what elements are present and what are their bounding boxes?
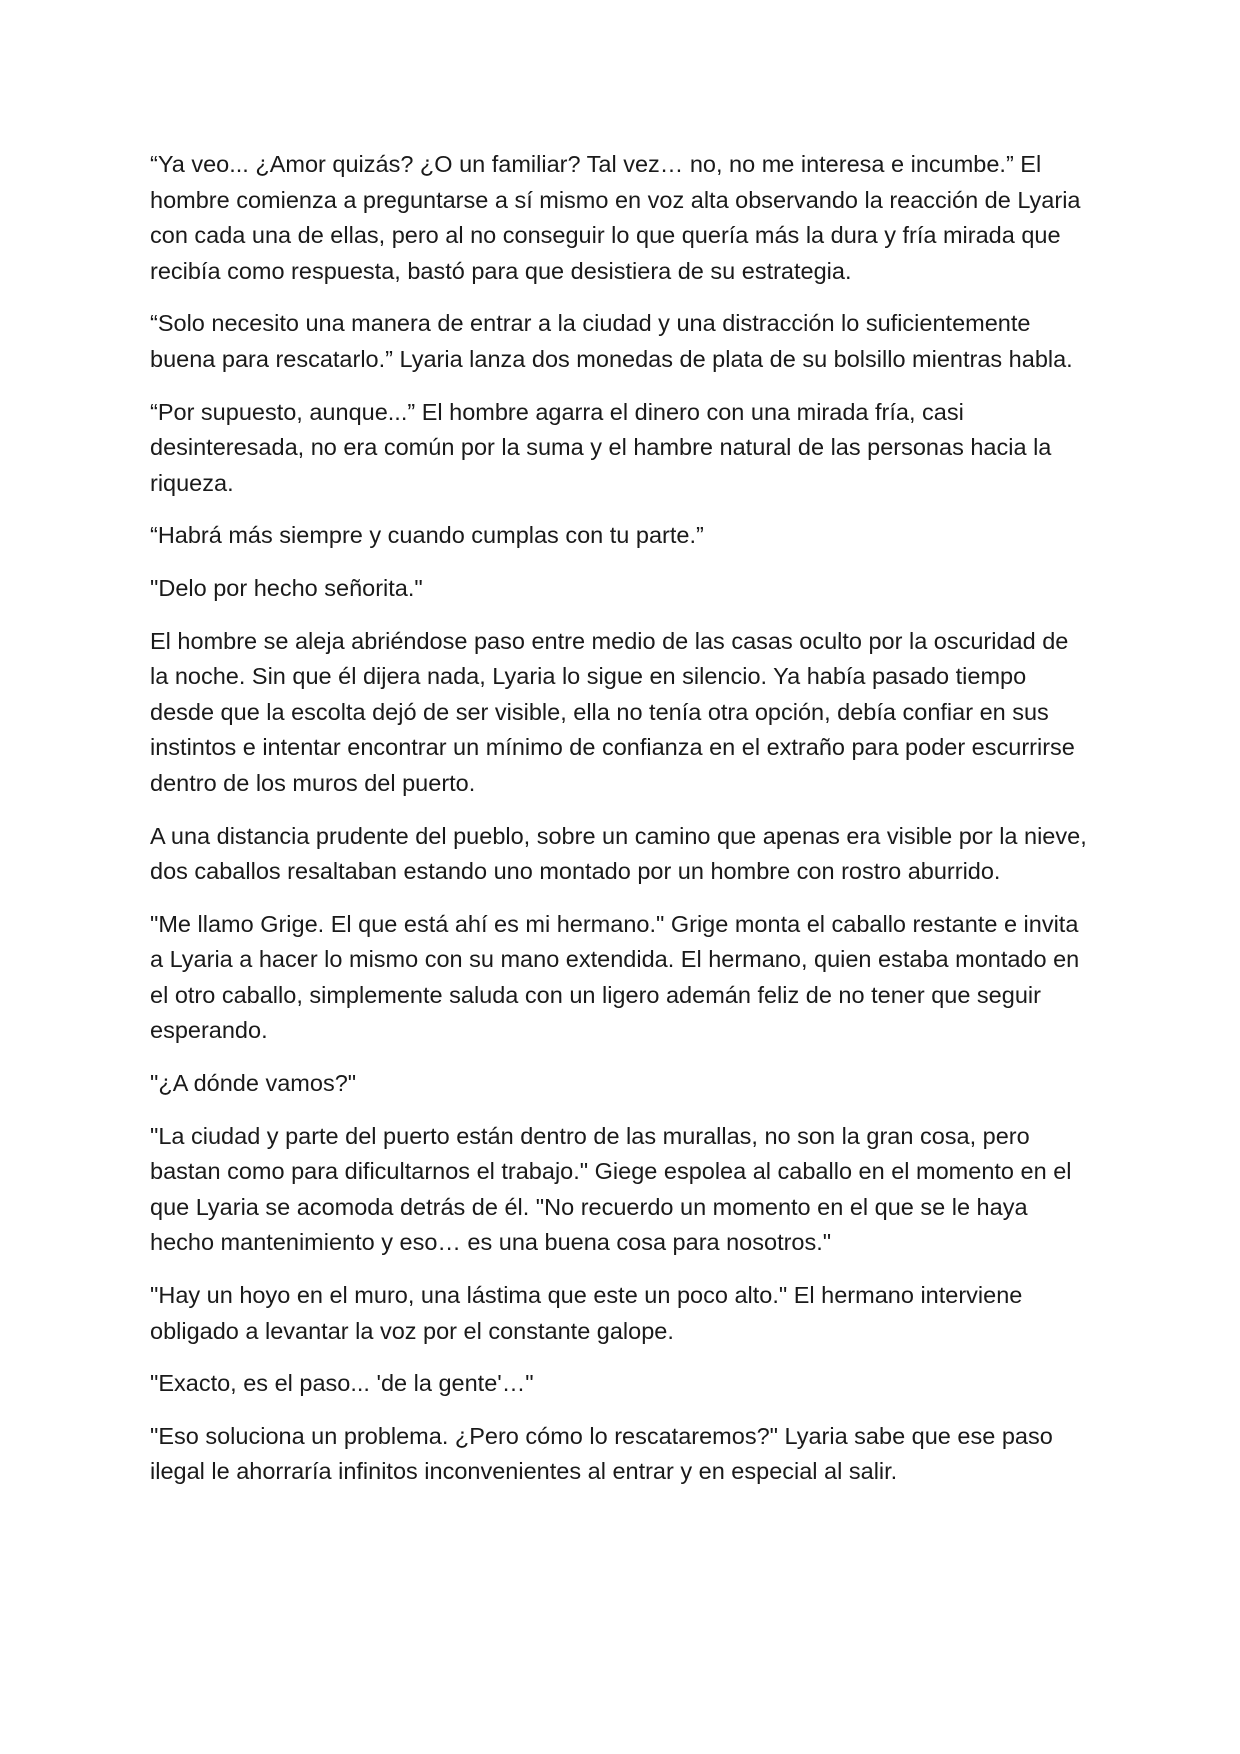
paragraph-12: "Exacto, es el paso... 'de la gente'…" xyxy=(150,1370,534,1397)
paragraph-9: "¿A dónde vamos?" xyxy=(150,1070,357,1097)
paragraph-7: A una distancia prudente del pueblo, sobre un camino que apenas era visible por la nieve, dos caballos resaltaban estando uno montado por un hombre con rostro aburrido. xyxy=(150,822,1087,885)
paragraph-8: "Me llamo Grige. El que está ahí es mi hermano." Grige monta el caballo restante e invita a Lyaria a hacer lo mismo con su mano extendida. El hermano, quien estaba montado en el otro caballo, simplemente saluda con un ligero ademán feliz de no tener que seguir esperando. xyxy=(150,910,1080,1044)
paragraph-6: El hombre se aleja abriéndose paso entre medio de las casas oculto por la oscuridad de la noche. Sin que él dijera nada, Lyaria lo sigue en silencio. Ya había pasado tiempo desde que la escolta dejó de ser visible, ella no tenía otra opción, debía confiar en sus instintos e intentar encontrar un mínimo de confianza en el extraño para poder escurrirse dentro de los muros del puerto. xyxy=(150,627,1075,796)
paragraph-10: "La ciudad y parte del puerto están dentro de las murallas, no son la gran cosa, pero bastan como para dificultarnos el trabajo." Giege espolea al caballo en el momento en el que Lyaria se acomoda detrás de él. "No recuerdo un momento en el que se le haya hecho mantenimiento y eso… es una buena cosa para nosotros." xyxy=(150,1122,1072,1256)
paragraph-4: “Habrá más siempre y cuando cumplas con tu parte.” xyxy=(150,522,704,549)
paragraph-3: “Por supuesto, aunque...” El hombre agarra el dinero con una mirada fría, casi desinteresada, no era común por la suma y el hambre natural de las personas hacia la riqueza. xyxy=(150,398,1052,496)
paragraph-1: “Ya veo... ¿Amor quizás? ¿O un familiar? Tal vez… no, no me interesa e incumbe.” El hombre comienza a preguntarse a sí mismo en voz alta observando la reacción de Lyaria con cada una de ellas, pero al no conseguir lo que quería más la dura y fría mirada que recibía como respuesta, bastó para que desistiera de su estrategia. xyxy=(150,151,1081,284)
paragraph-2: “Solo necesito una manera de entrar a la ciudad y una distracción lo suficientemente buena para rescatarlo.” Lyaria lanza dos monedas de plata de su bolsillo mientras habla. xyxy=(150,310,1073,372)
paragraph-11: "Hay un hoyo en el muro, una lástima que este un poco alto." El hermano interviene obligado a levantar la voz por el constante galope. xyxy=(150,1282,1023,1344)
paragraph-5: "Delo por hecho señorita." xyxy=(150,574,423,601)
paragraph-13: "Eso soluciona un problema. ¿Pero cómo lo rescataremos?" Lyaria sabe que ese paso ilegal le ahorraría infinitos inconvenientes al entrar y en especial al salir. xyxy=(150,1422,1053,1485)
document-body xyxy=(150,147,1090,1507)
